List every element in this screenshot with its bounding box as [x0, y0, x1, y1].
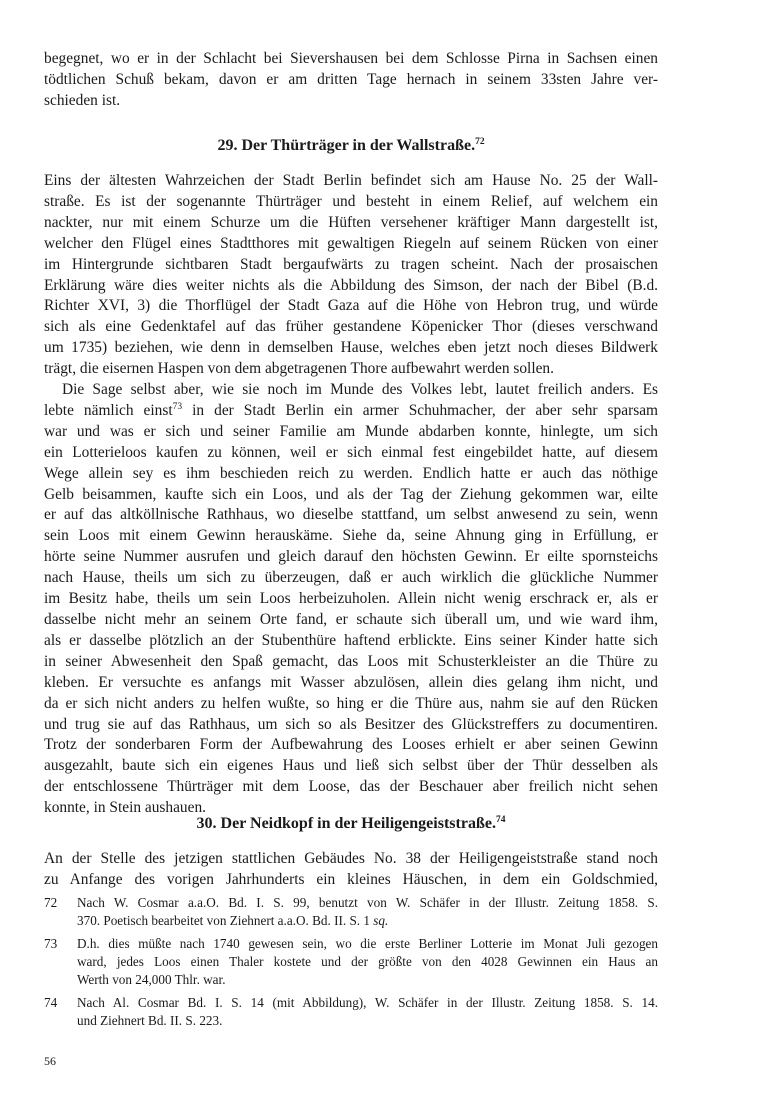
text-line: konnte, in Stein aushauen. [44, 799, 206, 817]
text-line: da er sich nicht anders zu helfen wußte, so hing er die Thüre aus, nahm sie auf den Rücken [44, 694, 658, 712]
section-29-heading [44, 136, 658, 156]
footnote-74 [44, 994, 658, 1030]
text-line: An der Stelle des jetzigen stattlichen Gebäudes No. 38 der Heiligengeiststraße stand noch [44, 850, 658, 867]
text-line: und trug sie auf das Rathhaus, um sich so als Besitzer des Glückstreffers zu documentiren. [44, 715, 658, 733]
footnote-line: Werth von 24,000 Thlr. war. [77, 972, 226, 988]
text-line: um 1735) beziehen, wie denn in demselben Hause, welches eben jetzt noch dieses Bildwerk [44, 339, 658, 357]
section-29-paragraph-1 [44, 171, 658, 380]
footnote-ref-73: 73 [172, 401, 183, 412]
text-line: begegnet, wo er in der Schlacht bei Sievershausen bei dem Schlosse Pirna in Sachsen einen [44, 50, 658, 67]
text-line: ein Lotterieloos kaufen zu können, weil er sich einmal fest eingebildet hatte, auf diesem [44, 443, 658, 461]
footnote-ref-74: 74 [495, 815, 506, 825]
text-line: zu Anfange des vorigen Jahrhunderts ein kleines Häuschen, in dem ein Goldschmied, [44, 870, 658, 888]
section-29-title: 29. Der Thürträger in der Wallstraße. [217, 137, 476, 154]
footnote-line: und Ziehnert Bd. II. S. 223. [77, 1013, 223, 1029]
text-line: Eins der ältesten Wahrzeichen der Stadt Berlin befindet sich am Hause No. 25 der Wall- [44, 172, 658, 189]
text-line: sein Loos mit einem Gewinn herauskäme. Siehe da, seine Ahnung ging in Erfüllung, er [44, 527, 658, 545]
section-29-paragraph-2 [44, 380, 658, 819]
text-line: Richter XVI, 3) die Thorflügel der Stadt Gaza auf die Höhe von Hebron trug, und würde [44, 297, 658, 315]
text-line: straße. Es ist der sogenannte Thürträger und besteht in einem Relief, auf welchem ein [44, 192, 658, 210]
footnote-number: 73 [44, 936, 58, 951]
text-line: welcher den Flügel eines Stadtthores mit gewaltigen Riegeln auf seinem Rücken von einer [44, 234, 658, 252]
text-line: er auf das altköllnische Rathhaus, wo dieselbe stattfand, um selbst anwesend zu sein, wenn [44, 506, 658, 524]
intro-paragraph [44, 49, 658, 112]
footnote-73 [44, 935, 658, 990]
text-line: Die Sage selbst aber, wie sie noch im Munde des Volkes lebt, lautet freilich anders. Es [62, 381, 658, 398]
footnote-line: Nach W. Cosmar a.a.O. Bd. I. S. 99, benutzt von W. Schäfer in der Illustr. Zeitung 1858. S. [77, 895, 658, 910]
text-line: kleben. Er versuchte es anfangs mit Wasser abzulösen, allein dies gelang ihm nicht, und [44, 673, 658, 691]
text-line: im Hintergrunde sichtbaren Stadt bergaufwärts zu tragen scheint. Nach der prosaischen [44, 255, 658, 273]
section-30-paragraph-1 [44, 849, 658, 891]
text-line: als er dasselbe plötzlich an der Stubenthüre haftend erblickte. Eins seiner Kinder hatte sich [44, 631, 658, 649]
text-line: in seiner Abwesenheit den Spaß gemacht, das Loos mit Schusterkleister an die Thüre zu [44, 652, 658, 670]
footnote-number: 72 [44, 895, 58, 910]
text-line: war und was er sich und seiner Familie am Munde abdarben konnte, hinlegte, um sich [44, 422, 658, 440]
text-line: der entschlossene Thürträger mit dem Loose, das der Beschauer aber freilich nicht sehen [44, 778, 658, 796]
text-line: dasselbe nicht mehr an seinem Orte fand, er schaute sich überall um, und wie ward ihm, [44, 610, 658, 628]
text-line: tödtlichen Schuß bekam, davon er am dritten Tage hernach in seinem 33sten Jahre ver- [44, 70, 658, 88]
text-line: nach Hause, theils um sich zu überzeugen, daß er auch wirklich die glückliche Nummer [44, 569, 658, 587]
text-line: Erklärung wäre dies weiter nichts als die Abbildung des Simson, der nach der Bibel (B.d. [44, 276, 658, 294]
text-line: sich als eine Gedenktafel auf das früher gestandene Köpenicker Thor (dieses verschwand [44, 318, 658, 336]
text-line: schieden ist. [44, 91, 121, 109]
footnote-line: ward, jedes Loos einen Thaler kostete und der größte von den 4028 Gewinnen ein Haus an [77, 954, 658, 970]
text-line: ausgezahlt, baute sich ein eigenes Haus und ließ sich selbst über der Thür desselben als [44, 757, 658, 775]
footnote-72 [44, 894, 658, 930]
text-line: hörte seine Nummer ausrufen und gleich darauf den höchsten Gewinn. Er eilte spornsteichs [44, 548, 658, 566]
text-line: trägt, die eisernen Haspen von dem abgetragenen Thore aufbewahrt werden sollen. [44, 360, 554, 378]
page-number: 56 [44, 1054, 56, 1068]
section-30-title: 30. Der Neidkopf in der Heiligengeiststraße. [196, 815, 496, 832]
text-line: lebte nämlich einst$^{73}$ in der Stadt Berlin ein armer Schuhmacher, der aber sehr sparsam [44, 401, 658, 419]
text-line: nackter, nur mit einem Schurze um die Hüften versehener kräftiger Mann dargestellt ist, [44, 213, 658, 231]
text-line: im Besitz habe, theils um sein Loos herbeizuholen. Allein nicht wenig erschrack er, als er [44, 590, 658, 608]
text-line: Wege allein sey es ihm beschieden reich zu werden. Endlich hatte er auch das nöthige [44, 464, 658, 482]
text-line: Gelb beisammen, kaufte sich ein Loos, und als der Tag der Ziehung gekommen war, eilte [44, 485, 658, 503]
footnote-ref-72: 72 [475, 137, 485, 147]
section-30-heading [44, 814, 658, 834]
footnote-line: D.h. dies müßte nach 1740 gewesen sein, wo die erste Berliner Lotterie im Monat Juli gezogen [77, 936, 658, 951]
footnote-number: 74 [44, 995, 58, 1010]
text-line: Trotz der sonderbaren Form der Aufbewahrung des Looses erhielt er aber seinen Gewinn [44, 736, 658, 754]
footnote-line: Nach Al. Cosmar Bd. I. S. 14 (mit Abbildung), W. Schäfer in der Illustr. Zeitung 1858. S. 14. [77, 995, 658, 1010]
footnote-line: 370. Poetisch bearbeitet von Ziehnert a.a.O. Bd. II. S. 1 sq. [77, 913, 389, 929]
